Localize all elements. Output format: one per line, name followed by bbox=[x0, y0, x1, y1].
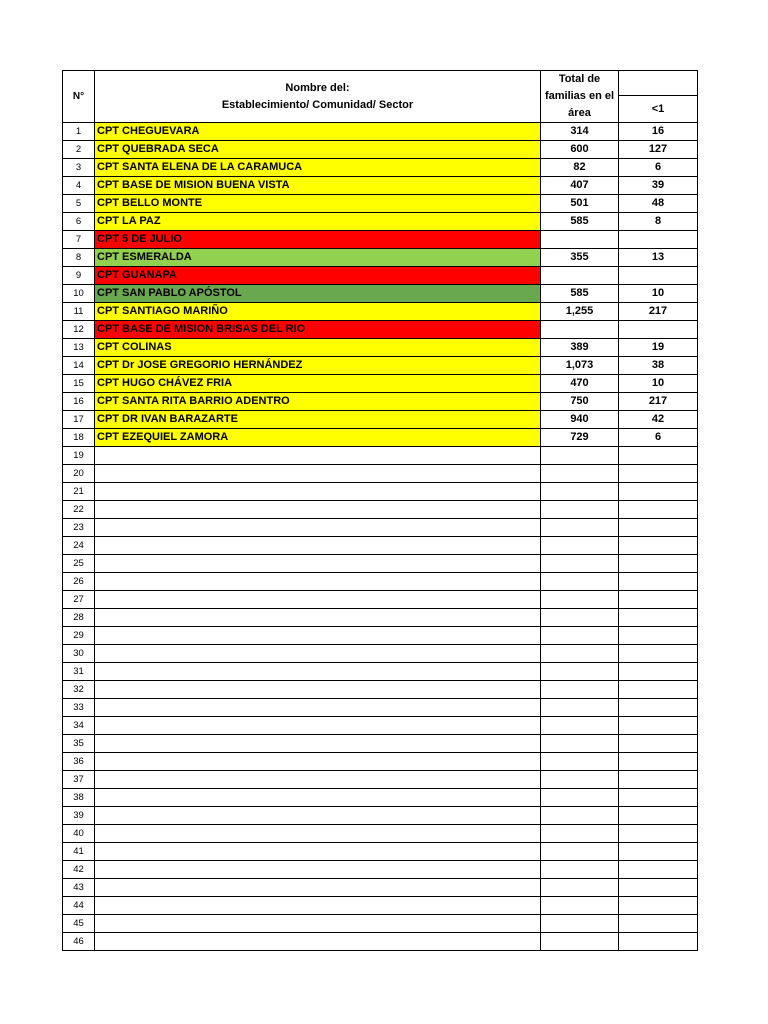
row-number-cell[interactable]: 39 bbox=[63, 807, 95, 825]
table-row bbox=[63, 555, 698, 573]
establishment-name-cell[interactable]: CPT CHEGUEVARA bbox=[95, 123, 541, 141]
under-1-cell[interactable] bbox=[619, 609, 698, 627]
table-row bbox=[63, 159, 698, 177]
table-row bbox=[63, 375, 698, 393]
total-families-cell[interactable] bbox=[541, 447, 619, 465]
establishment-name-cell[interactable] bbox=[95, 843, 541, 861]
row-number-cell[interactable]: 29 bbox=[63, 627, 95, 645]
establishment-name-cell[interactable] bbox=[95, 537, 541, 555]
under-1-cell[interactable] bbox=[619, 825, 698, 843]
establishment-name-cell[interactable] bbox=[95, 645, 541, 663]
total-families-cell[interactable]: 585 bbox=[541, 285, 619, 303]
row-number-cell[interactable]: 2 bbox=[63, 141, 95, 159]
table-row bbox=[63, 591, 698, 609]
under-1-cell[interactable]: 10 bbox=[619, 285, 698, 303]
establishment-name-cell[interactable]: CPT DR IVAN BARAZARTE bbox=[95, 411, 541, 429]
row-number-cell[interactable]: 25 bbox=[63, 555, 95, 573]
table-row bbox=[63, 861, 698, 879]
under-1-cell[interactable]: 19 bbox=[619, 339, 698, 357]
table-row bbox=[63, 933, 698, 951]
row-number-cell[interactable]: 14 bbox=[63, 357, 95, 375]
total-families-cell[interactable] bbox=[541, 627, 619, 645]
table-row bbox=[63, 213, 698, 231]
row-number-cell[interactable]: 7 bbox=[63, 231, 95, 249]
under-1-cell[interactable] bbox=[619, 699, 698, 717]
header-row-top bbox=[63, 71, 698, 96]
under-1-cell[interactable] bbox=[619, 267, 698, 285]
table-body bbox=[63, 71, 698, 951]
establishment-name-cell[interactable] bbox=[95, 735, 541, 753]
row-number-cell[interactable]: 40 bbox=[63, 825, 95, 843]
under-1-cell[interactable] bbox=[619, 645, 698, 663]
establishment-name-cell[interactable] bbox=[95, 627, 541, 645]
table-row bbox=[63, 411, 698, 429]
total-families-cell[interactable]: 389 bbox=[541, 339, 619, 357]
row-number-cell[interactable]: 46 bbox=[63, 933, 95, 951]
row-number-cell[interactable]: 37 bbox=[63, 771, 95, 789]
total-families-cell[interactable] bbox=[541, 645, 619, 663]
table-row bbox=[63, 645, 698, 663]
under-1-cell[interactable]: 217 bbox=[619, 303, 698, 321]
table-row bbox=[63, 753, 698, 771]
total-families-cell[interactable] bbox=[541, 879, 619, 897]
row-number-cell[interactable]: 20 bbox=[63, 465, 95, 483]
row-number-cell[interactable]: 18 bbox=[63, 429, 95, 447]
row-number-cell[interactable]: 1 bbox=[63, 123, 95, 141]
under-1-cell[interactable] bbox=[619, 879, 698, 897]
row-number-cell[interactable]: 17 bbox=[63, 411, 95, 429]
total-families-cell[interactable] bbox=[541, 771, 619, 789]
under-1-cell[interactable]: 6 bbox=[619, 159, 698, 177]
total-families-cell[interactable]: 1,255 bbox=[541, 303, 619, 321]
under-1-cell[interactable]: 39 bbox=[619, 177, 698, 195]
row-number-cell[interactable]: 10 bbox=[63, 285, 95, 303]
under-1-cell[interactable] bbox=[619, 591, 698, 609]
establishment-name-cell[interactable]: CPT Dr JOSE GREGORIO HERNÁNDEZ bbox=[95, 357, 541, 375]
row-number-cell[interactable]: 38 bbox=[63, 789, 95, 807]
establishment-name-cell[interactable] bbox=[95, 699, 541, 717]
total-families-cell[interactable]: 501 bbox=[541, 195, 619, 213]
establishment-name-cell[interactable] bbox=[95, 717, 541, 735]
row-number-cell[interactable]: 41 bbox=[63, 843, 95, 861]
under-1-cell[interactable]: 127 bbox=[619, 141, 698, 159]
row-number-cell[interactable]: 31 bbox=[63, 663, 95, 681]
under-1-cell[interactable] bbox=[619, 753, 698, 771]
row-number-cell[interactable]: 21 bbox=[63, 483, 95, 501]
under-1-cell[interactable]: 48 bbox=[619, 195, 698, 213]
establishment-name-cell[interactable] bbox=[95, 447, 541, 465]
under-1-cell[interactable] bbox=[619, 897, 698, 915]
spreadsheet-table bbox=[62, 70, 698, 951]
row-number-cell[interactable]: 5 bbox=[63, 195, 95, 213]
establishment-name-cell[interactable]: CPT GUANAPA bbox=[95, 267, 541, 285]
row-number-cell[interactable]: 4 bbox=[63, 177, 95, 195]
table-row bbox=[63, 897, 698, 915]
table-row bbox=[63, 879, 698, 897]
establishment-name-cell[interactable] bbox=[95, 465, 541, 483]
under-1-cell[interactable]: 10 bbox=[619, 375, 698, 393]
under-1-cell[interactable] bbox=[619, 933, 698, 951]
under-1-cell[interactable]: 16 bbox=[619, 123, 698, 141]
table-row bbox=[63, 339, 698, 357]
establishment-name-cell[interactable]: CPT BELLO MONTE bbox=[95, 195, 541, 213]
total-families-cell[interactable] bbox=[541, 699, 619, 717]
establishment-name-cell[interactable]: CPT COLINAS bbox=[95, 339, 541, 357]
establishment-name-cell[interactable] bbox=[95, 609, 541, 627]
under-1-cell[interactable] bbox=[619, 447, 698, 465]
row-number-cell[interactable]: 11 bbox=[63, 303, 95, 321]
table-row bbox=[63, 807, 698, 825]
total-families-cell[interactable] bbox=[541, 753, 619, 771]
total-families-cell[interactable]: 600 bbox=[541, 141, 619, 159]
under-1-cell[interactable] bbox=[619, 483, 698, 501]
total-families-cell[interactable]: 750 bbox=[541, 393, 619, 411]
table-row bbox=[63, 123, 698, 141]
total-families-cell[interactable] bbox=[541, 681, 619, 699]
establishment-name-cell[interactable] bbox=[95, 771, 541, 789]
row-number-cell[interactable]: 9 bbox=[63, 267, 95, 285]
under-1-cell[interactable]: 6 bbox=[619, 429, 698, 447]
under-1-cell[interactable] bbox=[619, 861, 698, 879]
table-row bbox=[63, 249, 698, 267]
row-number-cell[interactable]: 44 bbox=[63, 897, 95, 915]
total-families-cell[interactable] bbox=[541, 231, 619, 249]
under-1-cell[interactable]: 42 bbox=[619, 411, 698, 429]
under-1-cell[interactable] bbox=[619, 735, 698, 753]
row-number-cell[interactable]: 33 bbox=[63, 699, 95, 717]
establishment-name-cell[interactable] bbox=[95, 519, 541, 537]
row-number-cell[interactable]: 27 bbox=[63, 591, 95, 609]
table-row bbox=[63, 501, 698, 519]
establishment-name-cell[interactable] bbox=[95, 573, 541, 591]
total-families-cell[interactable]: 729 bbox=[541, 429, 619, 447]
total-families-cell[interactable] bbox=[541, 465, 619, 483]
row-number-cell[interactable]: 23 bbox=[63, 519, 95, 537]
under-1-cell[interactable] bbox=[619, 789, 698, 807]
table-row bbox=[63, 267, 698, 285]
header-total-line2: familias en el bbox=[544, 90, 615, 102]
table-row bbox=[63, 357, 698, 375]
row-number-cell[interactable]: 24 bbox=[63, 537, 95, 555]
row-number-cell[interactable]: 32 bbox=[63, 681, 95, 699]
total-families-cell[interactable]: 314 bbox=[541, 123, 619, 141]
row-number-cell[interactable]: 8 bbox=[63, 249, 95, 267]
under-1-cell[interactable] bbox=[619, 681, 698, 699]
under-1-cell[interactable]: 217 bbox=[619, 393, 698, 411]
under-1-cell[interactable] bbox=[619, 843, 698, 861]
header-under-1[interactable]: <1 bbox=[619, 96, 698, 123]
under-1-cell[interactable] bbox=[619, 519, 698, 537]
establishment-name-cell[interactable]: CPT LA PAZ bbox=[95, 213, 541, 231]
table-row bbox=[63, 393, 698, 411]
header-num[interactable]: N° bbox=[63, 71, 95, 123]
row-number-cell[interactable]: 28 bbox=[63, 609, 95, 627]
under-1-cell[interactable] bbox=[619, 771, 698, 789]
under-1-cell[interactable] bbox=[619, 465, 698, 483]
header-total[interactable] bbox=[541, 71, 619, 123]
establishment-name-cell[interactable] bbox=[95, 915, 541, 933]
row-number-cell[interactable]: 43 bbox=[63, 879, 95, 897]
total-families-cell[interactable] bbox=[541, 915, 619, 933]
establishment-name-cell[interactable] bbox=[95, 591, 541, 609]
header-name-line1: Nombre del: bbox=[285, 81, 350, 94]
establishment-name-cell[interactable]: CPT SAN PABLO APÓSTOL bbox=[95, 285, 541, 303]
row-number-cell[interactable]: 22 bbox=[63, 501, 95, 519]
establishment-name-cell[interactable]: CPT 5 DE JULIO bbox=[95, 231, 541, 249]
establishment-name-cell[interactable] bbox=[95, 501, 541, 519]
establishment-name-cell[interactable]: CPT SANTIAGO MARIÑO bbox=[95, 303, 541, 321]
header-total-line1: Total de bbox=[558, 73, 601, 85]
row-number-cell[interactable]: 30 bbox=[63, 645, 95, 663]
table-row bbox=[63, 429, 698, 447]
total-families-cell[interactable] bbox=[541, 321, 619, 339]
header-name[interactable] bbox=[95, 71, 541, 123]
establishment-name-cell[interactable] bbox=[95, 897, 541, 915]
under-1-cell[interactable] bbox=[619, 231, 698, 249]
establishment-name-cell[interactable] bbox=[95, 789, 541, 807]
establishment-name-cell[interactable]: CPT QUEBRADA SECA bbox=[95, 141, 541, 159]
establishment-name-cell[interactable]: CPT SANTA RITA BARRIO ADENTRO bbox=[95, 393, 541, 411]
establishment-name-cell[interactable] bbox=[95, 483, 541, 501]
establishment-name-cell[interactable] bbox=[95, 555, 541, 573]
total-families-cell[interactable]: 940 bbox=[541, 411, 619, 429]
total-families-cell[interactable] bbox=[541, 519, 619, 537]
table-row bbox=[63, 321, 698, 339]
table-row bbox=[63, 789, 698, 807]
establishment-name-cell[interactable]: CPT SANTA ELENA DE LA CARAMUCA bbox=[95, 159, 541, 177]
total-families-cell[interactable] bbox=[541, 591, 619, 609]
table-row bbox=[63, 447, 698, 465]
table-row bbox=[63, 303, 698, 321]
establishment-name-cell[interactable] bbox=[95, 933, 541, 951]
establishment-name-cell[interactable] bbox=[95, 825, 541, 843]
table-row bbox=[63, 915, 698, 933]
row-number-cell[interactable]: 34 bbox=[63, 717, 95, 735]
table-row bbox=[63, 195, 698, 213]
total-families-cell[interactable] bbox=[541, 843, 619, 861]
row-number-cell[interactable]: 42 bbox=[63, 861, 95, 879]
total-families-cell[interactable]: 470 bbox=[541, 375, 619, 393]
total-families-cell[interactable]: 407 bbox=[541, 177, 619, 195]
table-row bbox=[63, 519, 698, 537]
row-number-cell[interactable]: 26 bbox=[63, 573, 95, 591]
table-row bbox=[63, 663, 698, 681]
row-number-cell[interactable]: 16 bbox=[63, 393, 95, 411]
table-row bbox=[63, 843, 698, 861]
under-1-cell[interactable] bbox=[619, 555, 698, 573]
establishment-name-cell[interactable] bbox=[95, 753, 541, 771]
table-row bbox=[63, 735, 698, 753]
row-number-cell[interactable]: 19 bbox=[63, 447, 95, 465]
header-total-line3: área bbox=[568, 107, 591, 119]
total-families-cell[interactable]: 1,073 bbox=[541, 357, 619, 375]
row-number-cell[interactable]: 3 bbox=[63, 159, 95, 177]
total-families-cell[interactable] bbox=[541, 735, 619, 753]
row-number-cell[interactable]: 35 bbox=[63, 735, 95, 753]
table-row bbox=[63, 771, 698, 789]
total-families-cell[interactable]: 355 bbox=[541, 249, 619, 267]
establishment-name-cell[interactable]: CPT BASE DE MISION BUENA VISTA bbox=[95, 177, 541, 195]
total-families-cell[interactable] bbox=[541, 861, 619, 879]
table-row bbox=[63, 483, 698, 501]
under-1-cell[interactable]: 13 bbox=[619, 249, 698, 267]
table-row bbox=[63, 699, 698, 717]
total-families-cell[interactable] bbox=[541, 555, 619, 573]
under-1-cell[interactable] bbox=[619, 537, 698, 555]
total-families-cell[interactable]: 82 bbox=[541, 159, 619, 177]
total-families-cell[interactable] bbox=[541, 609, 619, 627]
table-row bbox=[63, 627, 698, 645]
header-name-line2: Establecimiento/ Comunidad/ Sector bbox=[221, 98, 414, 111]
total-families-cell[interactable] bbox=[541, 267, 619, 285]
under-1-cell[interactable]: 38 bbox=[619, 357, 698, 375]
establishment-name-cell[interactable] bbox=[95, 681, 541, 699]
total-families-cell[interactable] bbox=[541, 501, 619, 519]
table-row bbox=[63, 609, 698, 627]
establishment-name-cell[interactable] bbox=[95, 663, 541, 681]
total-families-cell[interactable] bbox=[541, 537, 619, 555]
establishment-name-cell[interactable]: CPT ESMERALDA bbox=[95, 249, 541, 267]
table-row bbox=[63, 537, 698, 555]
total-families-cell[interactable] bbox=[541, 483, 619, 501]
under-1-cell[interactable] bbox=[619, 627, 698, 645]
row-number-cell[interactable]: 13 bbox=[63, 339, 95, 357]
header-age-group[interactable] bbox=[619, 71, 698, 96]
row-number-cell[interactable]: 45 bbox=[63, 915, 95, 933]
total-families-cell[interactable] bbox=[541, 897, 619, 915]
establishment-name-cell[interactable] bbox=[95, 807, 541, 825]
row-number-cell[interactable]: 15 bbox=[63, 375, 95, 393]
under-1-cell[interactable] bbox=[619, 807, 698, 825]
table-row bbox=[63, 231, 698, 249]
table-row bbox=[63, 825, 698, 843]
under-1-cell[interactable] bbox=[619, 501, 698, 519]
row-number-cell[interactable]: 36 bbox=[63, 753, 95, 771]
under-1-cell[interactable] bbox=[619, 321, 698, 339]
establishment-name-cell[interactable]: CPT EZEQUIEL ZAMORA bbox=[95, 429, 541, 447]
total-families-cell[interactable] bbox=[541, 789, 619, 807]
under-1-cell[interactable]: 8 bbox=[619, 213, 698, 231]
total-families-cell[interactable] bbox=[541, 825, 619, 843]
under-1-cell[interactable] bbox=[619, 915, 698, 933]
table-row bbox=[63, 177, 698, 195]
table-row bbox=[63, 285, 698, 303]
table-row bbox=[63, 573, 698, 591]
total-families-cell[interactable]: 585 bbox=[541, 213, 619, 231]
under-1-cell[interactable] bbox=[619, 573, 698, 591]
establishment-name-cell[interactable] bbox=[95, 861, 541, 879]
establishment-name-cell[interactable]: CPT HUGO CHÁVEZ FRIA bbox=[95, 375, 541, 393]
under-1-cell[interactable] bbox=[619, 717, 698, 735]
row-number-cell[interactable]: 12 bbox=[63, 321, 95, 339]
total-families-cell[interactable] bbox=[541, 717, 619, 735]
table-row bbox=[63, 717, 698, 735]
establishment-name-cell[interactable] bbox=[95, 879, 541, 897]
under-1-cell[interactable] bbox=[619, 663, 698, 681]
establishment-name-cell[interactable]: CPT BASE DE MISION BRISAS DEL RIO bbox=[95, 321, 541, 339]
table-row bbox=[63, 465, 698, 483]
table-row bbox=[63, 681, 698, 699]
table-row bbox=[63, 141, 698, 159]
total-families-cell[interactable] bbox=[541, 933, 619, 951]
total-families-cell[interactable] bbox=[541, 663, 619, 681]
total-families-cell[interactable] bbox=[541, 573, 619, 591]
total-families-cell[interactable] bbox=[541, 807, 619, 825]
row-number-cell[interactable]: 6 bbox=[63, 213, 95, 231]
